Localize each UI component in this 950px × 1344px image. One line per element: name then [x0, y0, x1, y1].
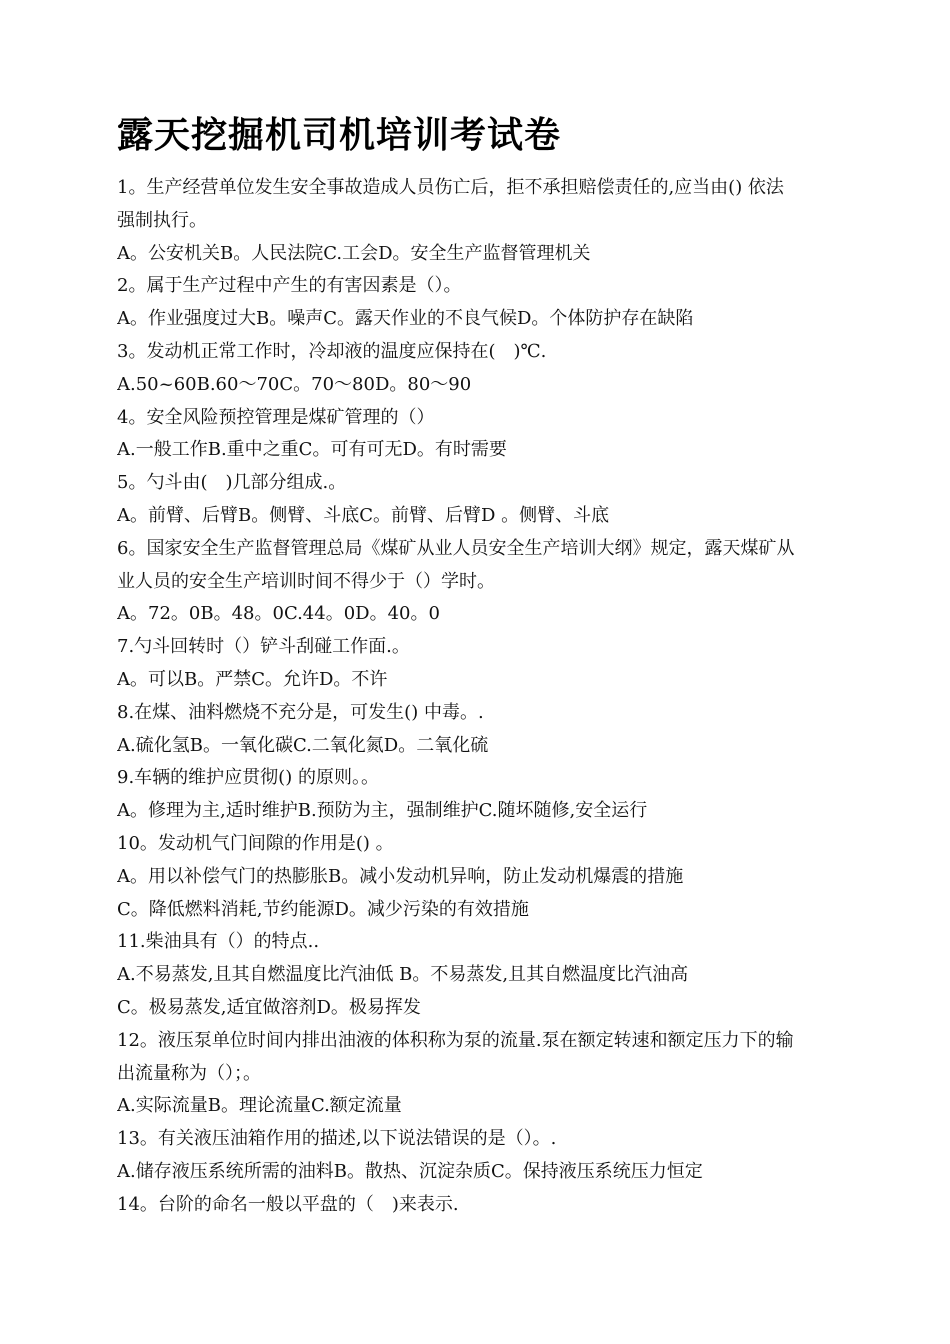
text-line: 出流量称为（）；。 [117, 1062, 261, 1084]
text-line: 1。生产经营单位发生安全事故造成人员伤亡后，拒不承担赔偿责任的,应当由() 依法 [117, 177, 784, 198]
text-line: 3。发动机正常工作时，冷却液的温度应保持在( )℃. [117, 340, 547, 362]
text-line: A。作业强度过大B。噪声C。露天作业的不良气候D。个体防护存在缺陷 [117, 308, 694, 330]
document-title: 露天挖掘机司机培训考试卷 [117, 115, 562, 156]
text-line: A。修理为主,适时维护B.预防为主，强制维护C.随坏随修,安全运行 [117, 800, 648, 822]
text-line: 6。国家安全生产监督管理总局《煤矿从业人员安全生产培训大纲》规定，露天煤矿从 [117, 537, 795, 559]
question-list [117, 172, 847, 1222]
text-line: 业人员的安全生产培训时间不得少于（）学时。 [117, 570, 495, 592]
text-line: 8.在煤、油料燃烧不充分是，可发生() 中毒。. [117, 701, 484, 723]
text-line: 7.勺斗回转时（）铲斗刮碰工作面.。 [117, 636, 410, 658]
text-line: 强制执行。 [117, 209, 207, 231]
text-line: A。72。0B。48。0C.44。0D。40。0 [117, 603, 440, 625]
text-line: A。可以B。严禁C。允许D。不许 [117, 668, 388, 690]
text-line: A.实际流量B。理论流量C.额定流量 [117, 1095, 402, 1117]
text-line: 9.车辆的维护应贯彻() 的原则。。 [117, 767, 379, 789]
text-line: A.50~60B.60～70C。70～80D。80～90 [117, 373, 472, 395]
text-line: A.不易蒸发,且其自燃温度比汽油低 B。不易蒸发,且其自燃温度比汽油高 [117, 964, 689, 986]
text-line: C。极易蒸发,适宜做溶剂D。极易挥发 [117, 996, 421, 1018]
text-line: A.储存液压系统所需的油料B。散热、沉淀杂质C。保持液压系统压力恒定 [117, 1160, 703, 1182]
text-line: 5。勺斗由( )几部分组成.。 [117, 472, 347, 494]
text-line: A。前臂、后臂B。侧臂、斗底C。前臂、后臂D 。侧臂、斗底 [117, 504, 610, 526]
text-line: A。公安机关B。人民法院C.工会D。安全生产监督管理机关 [117, 242, 591, 264]
text-line: 12。液压泵单位时间内排出油液的体积称为泵的流量.泵在额定转速和额定压力下的输 [117, 1029, 794, 1051]
text-line: C。降低燃料消耗,节约能源D。减少污染的有效措施 [117, 898, 529, 920]
text-line: 4。安全风险预控管理是煤矿管理的（） [117, 406, 435, 428]
text-line: 13。有关液压油箱作用的描述,以下说法错误的是（）。. [117, 1128, 557, 1150]
text-line: 14。台阶的命名一般以平盘的（ )来表示. [117, 1193, 459, 1215]
text-line: A.硫化氢B。一氧化碳C.二氧化氮D。二氧化硫 [117, 734, 489, 756]
text-line: A.一般工作B.重中之重C。可有可无D。有时需要 [117, 439, 507, 461]
text-line: 10。发动机气门间隙的作用是() 。 [117, 832, 394, 854]
text-line: 11.柴油具有（）的特点.. [117, 931, 320, 953]
text-line: 2。属于生产过程中产生的有害因素是（）。 [117, 275, 462, 297]
text-line: A。用以补偿气门的热膨胀B。减小发动机异响，防止发动机爆震的措施 [117, 865, 684, 887]
